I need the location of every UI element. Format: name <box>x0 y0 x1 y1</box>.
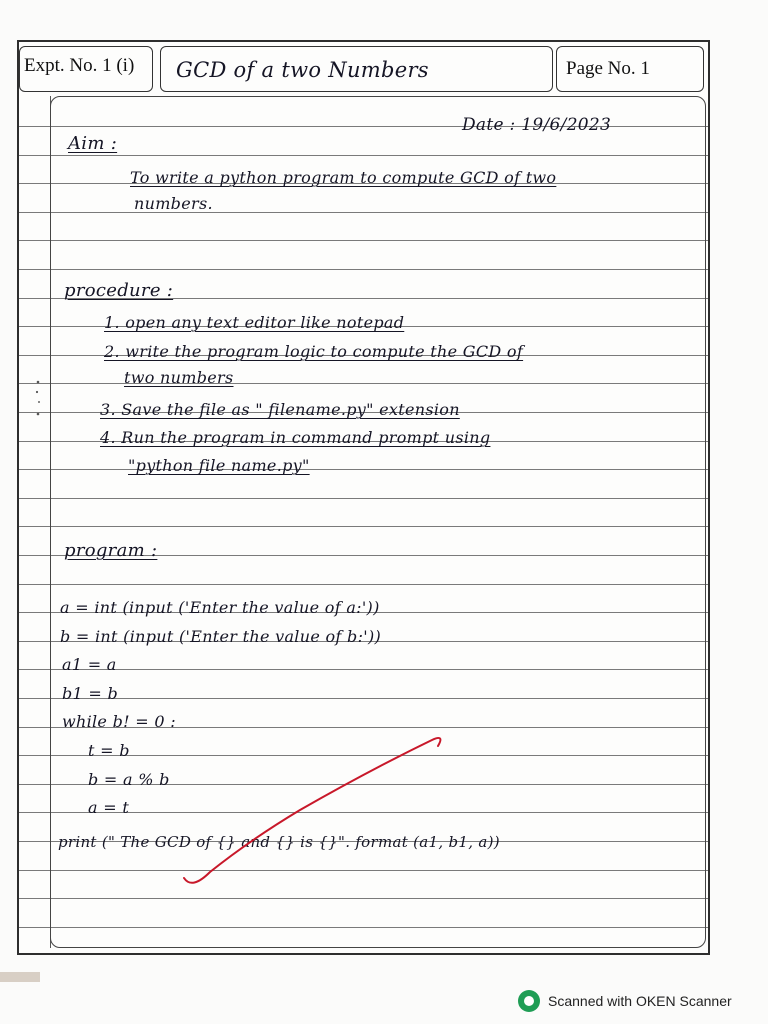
procedure-step-1: 1. open any text editor like notepad <box>104 313 405 332</box>
date: Date : 19/6/2023 <box>462 115 612 135</box>
experiment-title: GCD of a two Numbers <box>176 58 429 82</box>
procedure-step-2: 2. write the program logic to compute the GCD of <box>104 342 524 361</box>
procedure-step-3: 3. Save the file as " filename.py" extension <box>100 400 460 419</box>
code-line-2: b = int (input ('Enter the value of b:')) <box>60 627 382 646</box>
red-check-mark <box>170 730 460 895</box>
code-line-4: b1 = b <box>62 684 119 703</box>
expt-no-label: Expt. No. 1 (i) <box>24 55 135 76</box>
code-line-8: a = t <box>88 798 130 817</box>
program-heading: program : <box>64 540 158 561</box>
aim-heading: Aim : <box>68 133 118 154</box>
scanner-text: Scanned with OKEN Scanner <box>548 993 732 1009</box>
code-line-1: a = int (input ('Enter the value of a:')) <box>60 598 380 617</box>
code-line-6: t = b <box>88 741 130 760</box>
procedure-heading: procedure : <box>64 280 174 301</box>
margin-specks <box>32 378 44 422</box>
code-line-9: print (" The GCD of {} and {} is {}". format (a1, b1, a)) <box>58 833 500 851</box>
page-no-label: Page No. 1 <box>566 58 650 79</box>
oken-scanner-icon <box>518 990 540 1012</box>
code-line-7: b = a % b <box>88 770 170 789</box>
procedure-step-2-cont: two numbers <box>124 368 234 387</box>
code-line-5: while b! = 0 : <box>62 712 176 731</box>
aim-line-2: numbers. <box>134 194 213 213</box>
page-edge <box>0 972 40 982</box>
code-line-3: a1 = a <box>62 655 117 674</box>
procedure-step-4: 4. Run the program in command prompt using <box>100 428 491 447</box>
scanner-footer <box>518 990 732 1012</box>
procedure-step-4-cont: "python file name.py" <box>128 456 310 475</box>
aim-line-1: To write a python program to compute GCD of two <box>130 168 557 187</box>
